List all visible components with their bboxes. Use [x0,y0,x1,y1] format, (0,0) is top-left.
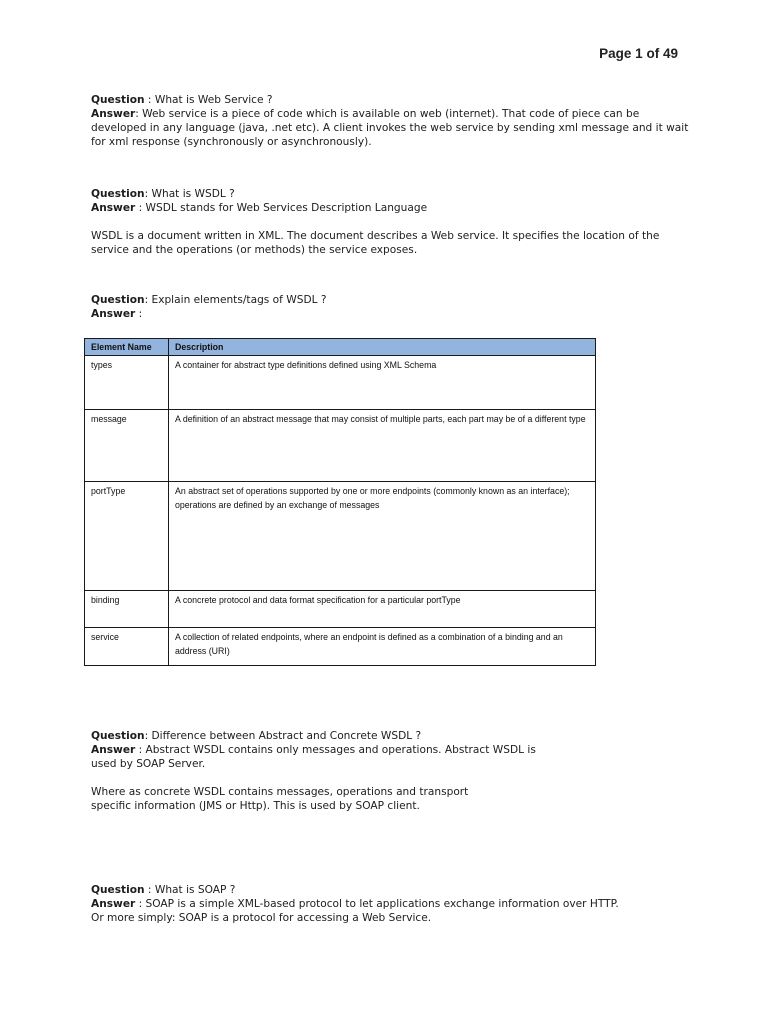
description-cell: A definition of an abstract message that may consist of multiple parts, each part may be of a different type [169,410,596,482]
element-name-cell: portType [85,482,169,591]
answer-text: : [135,308,143,320]
paragraph: WSDL is a document written in XML. The document describes a Web service. It specifies the location of the service and the operations (or methods) the service exposes. [91,230,660,256]
element-name-cell: binding [85,591,169,628]
answer-label: Answer [91,744,136,756]
header-element-name: Element Name [85,339,169,356]
answer-text: : Web service is a piece of code which is available on web (internet). That code of piece can be developed in any language (java, .net etc). A client invokes the web service by sending xml message and it wait for xml response (synchronously or asynchronously). [91,108,689,148]
element-name-cell: service [85,628,169,666]
description-cell: A collection of related endpoints, where an endpoint is defined as a combination of a binding and an address (URI) [169,628,596,666]
answer-label: Answer [91,108,136,120]
question-text: : What is SOAP ? [144,884,236,896]
qa-wsdl-elements [91,293,691,321]
wsdl-elements-table [84,338,596,666]
answer-line [91,307,691,321]
question-text: : Difference between Abstract and Concrete WSDL ? [144,730,422,742]
answer-label: Answer [91,308,136,320]
table-row [85,482,596,591]
answer-line-2: used by SOAP Server. [91,758,206,770]
question-line [91,293,691,307]
table-row [85,628,596,666]
table-header-row [85,339,596,356]
header-description: Description [169,339,596,356]
question-label: Question [91,730,145,742]
answer-label: Answer [91,898,136,910]
table-row [85,410,596,482]
qa-wsdl [91,187,691,257]
question-label: Question [91,884,145,896]
question-line [91,187,691,201]
page-total: 49 [662,46,678,61]
answer-text: : Abstract WSDL contains only messages and operations. Abstract WSDL is [135,744,536,756]
qa-soap [91,883,691,925]
description-cell: A container for abstract type definitions defined using XML Schema [169,356,596,410]
question-text: : What is Web Service ? [144,94,273,106]
paragraph-line-1: Where as concrete WSDL contains messages, operations and transport [91,786,469,798]
answer-line [91,897,691,911]
answer-line [91,743,691,757]
question-line [91,729,691,743]
answer-label: Answer [91,202,136,214]
table-row [85,591,596,628]
page-of: of [646,46,660,61]
question-label: Question [91,294,145,306]
answer-text: : WSDL stands for Web Services Description Language [135,202,428,214]
question-label: Question [91,94,145,106]
description-cell: An abstract set of operations supported by one or more endpoints (commonly known as an interface); operations are defined by an exchange of messages [169,482,596,591]
qa-abstract-concrete [91,729,691,813]
description-cell: A concrete protocol and data format specification for a particular portType [169,591,596,628]
question-text: : Explain elements/tags of WSDL ? [144,294,327,306]
element-name-cell: types [85,356,169,410]
answer-line-2: Or more simply: SOAP is a protocol for accessing a Web Service. [91,912,432,924]
answer-line [91,107,691,149]
element-name-cell: message [85,410,169,482]
question-text: : What is WSDL ? [144,188,235,200]
qa-web-service [91,93,691,149]
question-line [91,93,691,107]
page-number [599,46,678,61]
question-label: Question [91,188,145,200]
answer-line [91,201,691,215]
page-current: 1 [635,46,643,61]
answer-text: : SOAP is a simple XML-based protocol to let applications exchange information over HTTP. [135,898,619,910]
page-prefix: Page [599,46,632,61]
table-row [85,356,596,410]
paragraph-line-2: specific information (JMS or Http). This is used by SOAP client. [91,800,420,812]
question-line [91,883,691,897]
